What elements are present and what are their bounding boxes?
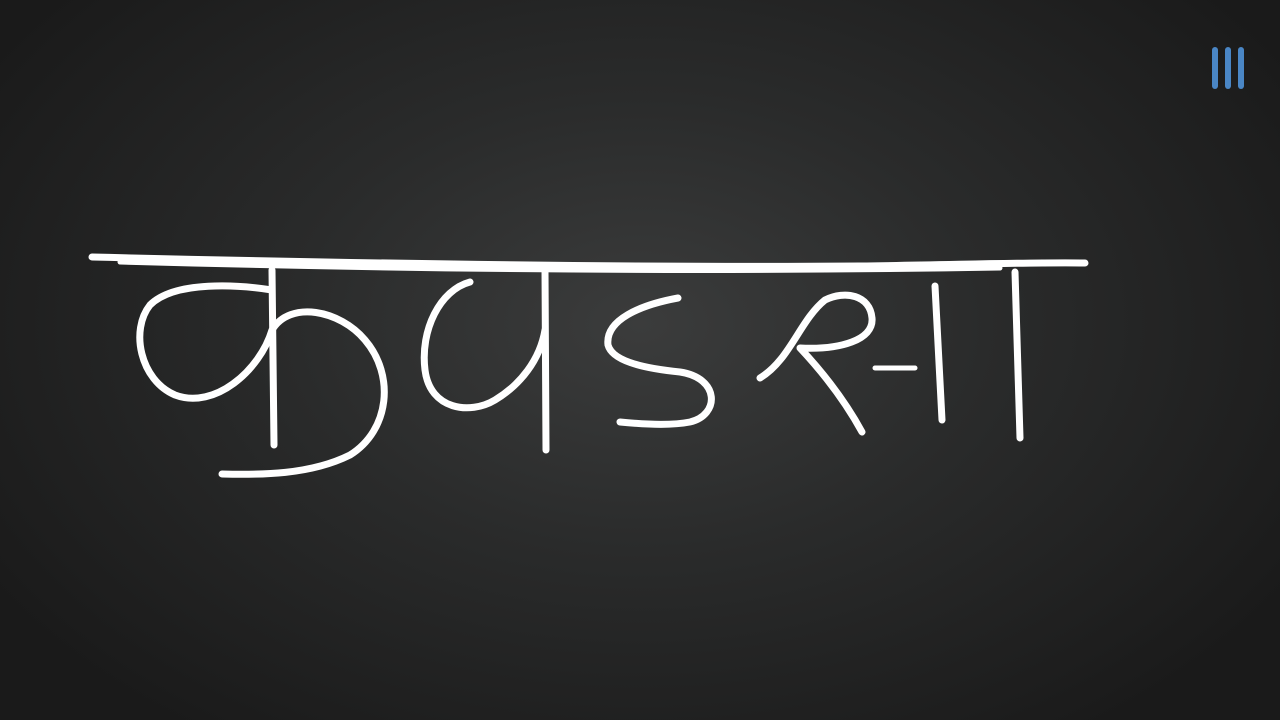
- menu-icon: [1212, 47, 1218, 89]
- menu-button[interactable]: [1200, 40, 1256, 96]
- menu-icon-bar-3: [1238, 47, 1244, 89]
- game-title-text: [90, 250, 1090, 490]
- menu-icon-bar-2: [1225, 47, 1231, 89]
